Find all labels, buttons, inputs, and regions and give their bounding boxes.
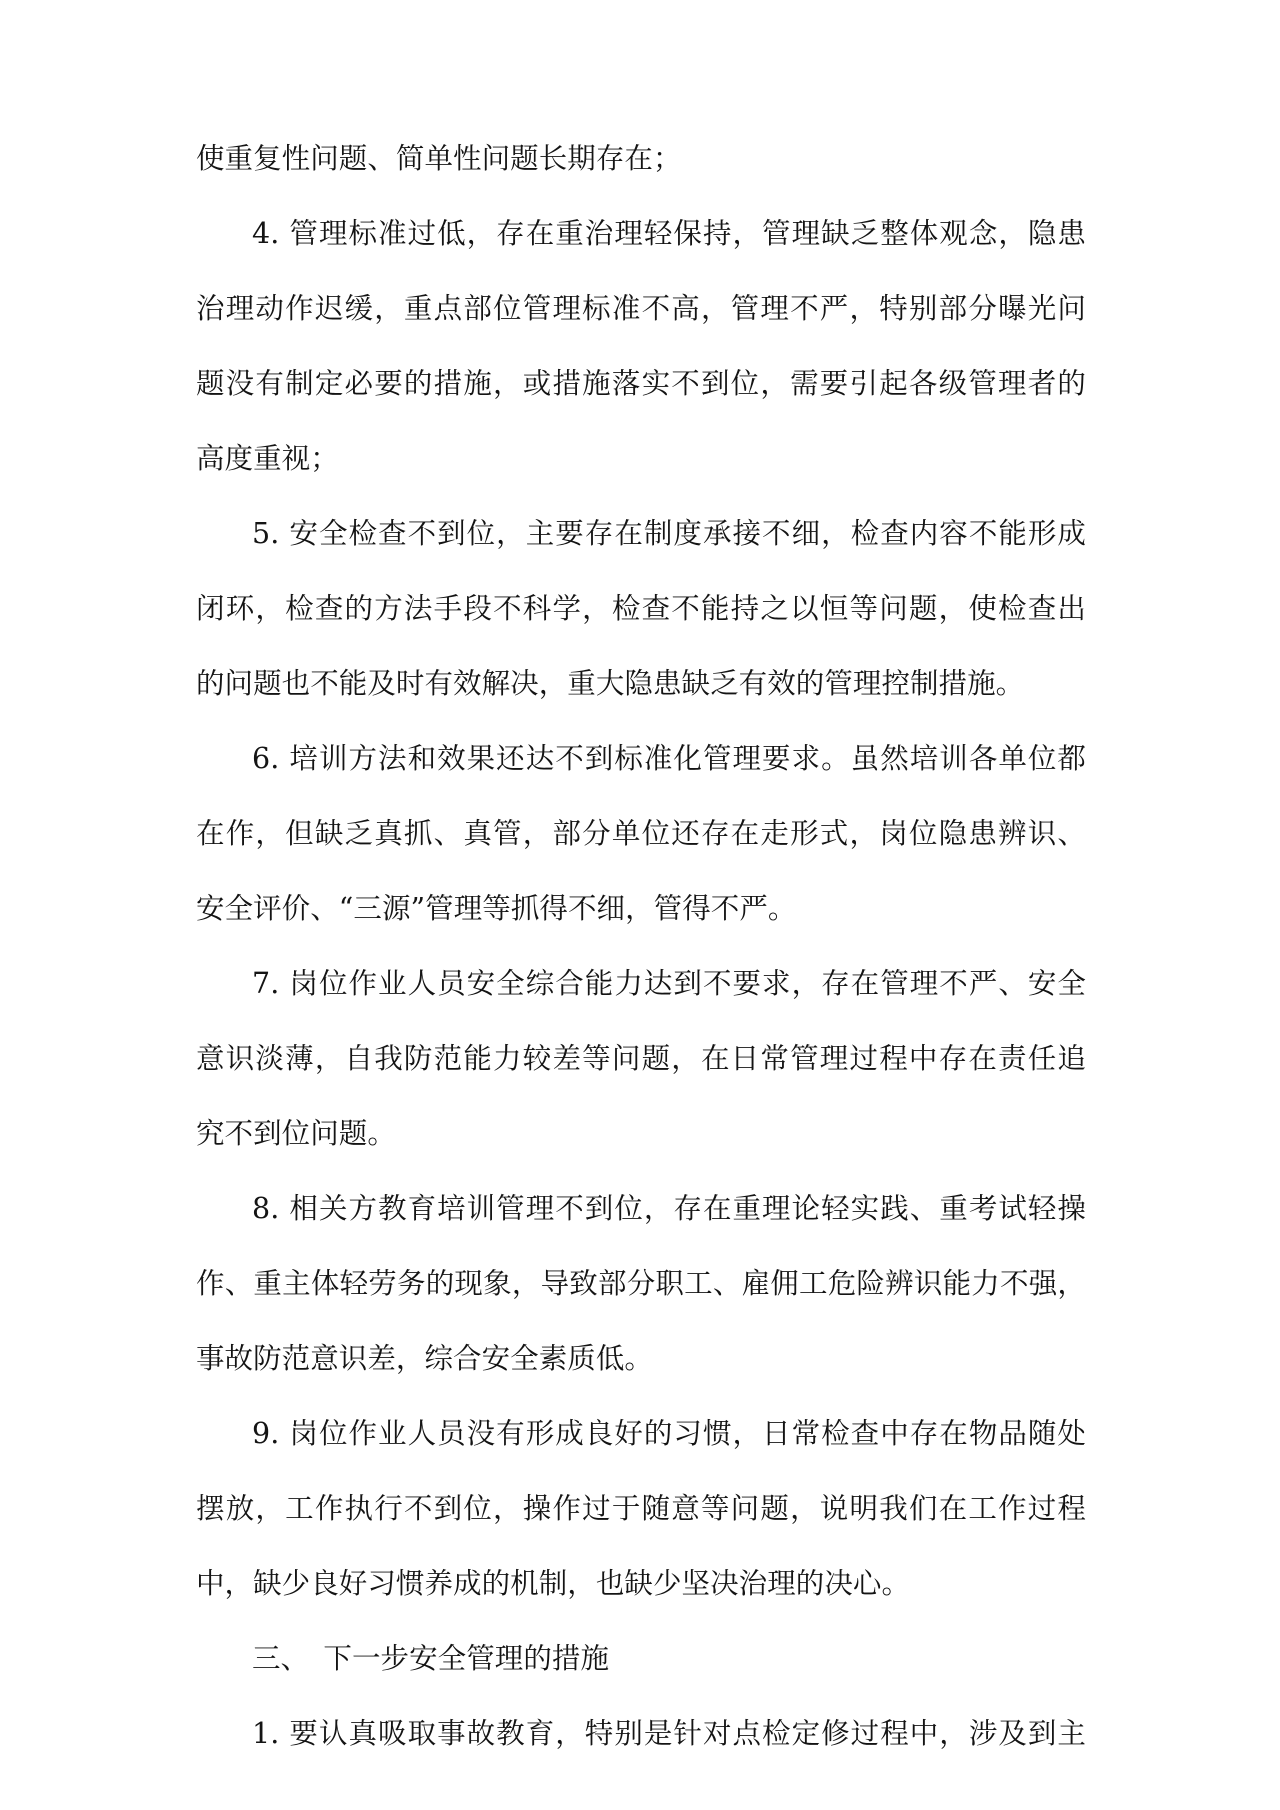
paragraph-5-start: 5. 安全检查不到位，主要存在制度承接不细，检查内容不能形成 [252,517,1086,550]
measure-1-start: 1. 要认真吸取事故教育，特别是针对点检定修过程中，涉及到主 [252,1717,1086,1750]
document-body [196,138,1086,1788]
paragraph-6-start: 6. 培训方法和效果还达不到标准化管理要求。虽然培训各单位都 [252,742,1086,775]
text-line: 使重复性问题、简单性问题长期存在； [196,142,682,175]
text-line: 高度重视； [196,442,339,475]
text-line: 究不到位问题。 [196,1117,396,1150]
text-line: 意识淡薄，自我防范能力较差等问题，在日常管理过程中存在责任追 [196,1042,1086,1075]
text-line: 在作，但缺乏真抓、真管，部分单位还存在走形式，岗位隐患辨识、 [196,817,1086,850]
text-line: 事故防范意识差，综合安全素质低。 [196,1342,653,1375]
text-line: 题没有制定必要的措施，或措施落实不到位，需要引起各级管理者的 [196,367,1086,400]
text-line: 安全评价、“三源”管理等抓得不细，管得不严。 [196,892,797,925]
paragraph-7-start: 7. 岗位作业人员安全综合能力达到不要求，存在管理不严、安全 [252,967,1086,1000]
text-line: 闭环，检查的方法手段不科学，检查不能持之以恒等问题，使检查出 [196,592,1086,625]
section-heading: 三、 下一步安全管理的措施 [252,1642,610,1675]
paragraph-9-start: 9. 岗位作业人员没有形成良好的习惯，日常检查中存在物品随处 [252,1417,1086,1450]
paragraph-4-start: 4. 管理标准过低，存在重治理轻保持，管理缺乏整体观念，隐患 [252,217,1086,250]
text-line: 中，缺少良好习惯养成的机制，也缺少坚决治理的决心。 [196,1567,911,1600]
text-line: 治理动作迟缓，重点部位管理标准不高，管理不严，特别部分曝光问 [196,292,1086,325]
paragraph-8-start: 8. 相关方教育培训管理不到位，存在重理论轻实践、重考试轻操 [252,1192,1086,1225]
text-line: 作、重主体轻劳务的现象，导致部分职工、雇佣工危险辨识能力不强， [196,1267,1086,1300]
text-line: 摆放，工作执行不到位，操作过于随意等问题，说明我们在工作过程 [196,1492,1086,1525]
text-line: 的问题也不能及时有效解决，重大隐患缺乏有效的管理控制措施。 [196,667,1025,700]
